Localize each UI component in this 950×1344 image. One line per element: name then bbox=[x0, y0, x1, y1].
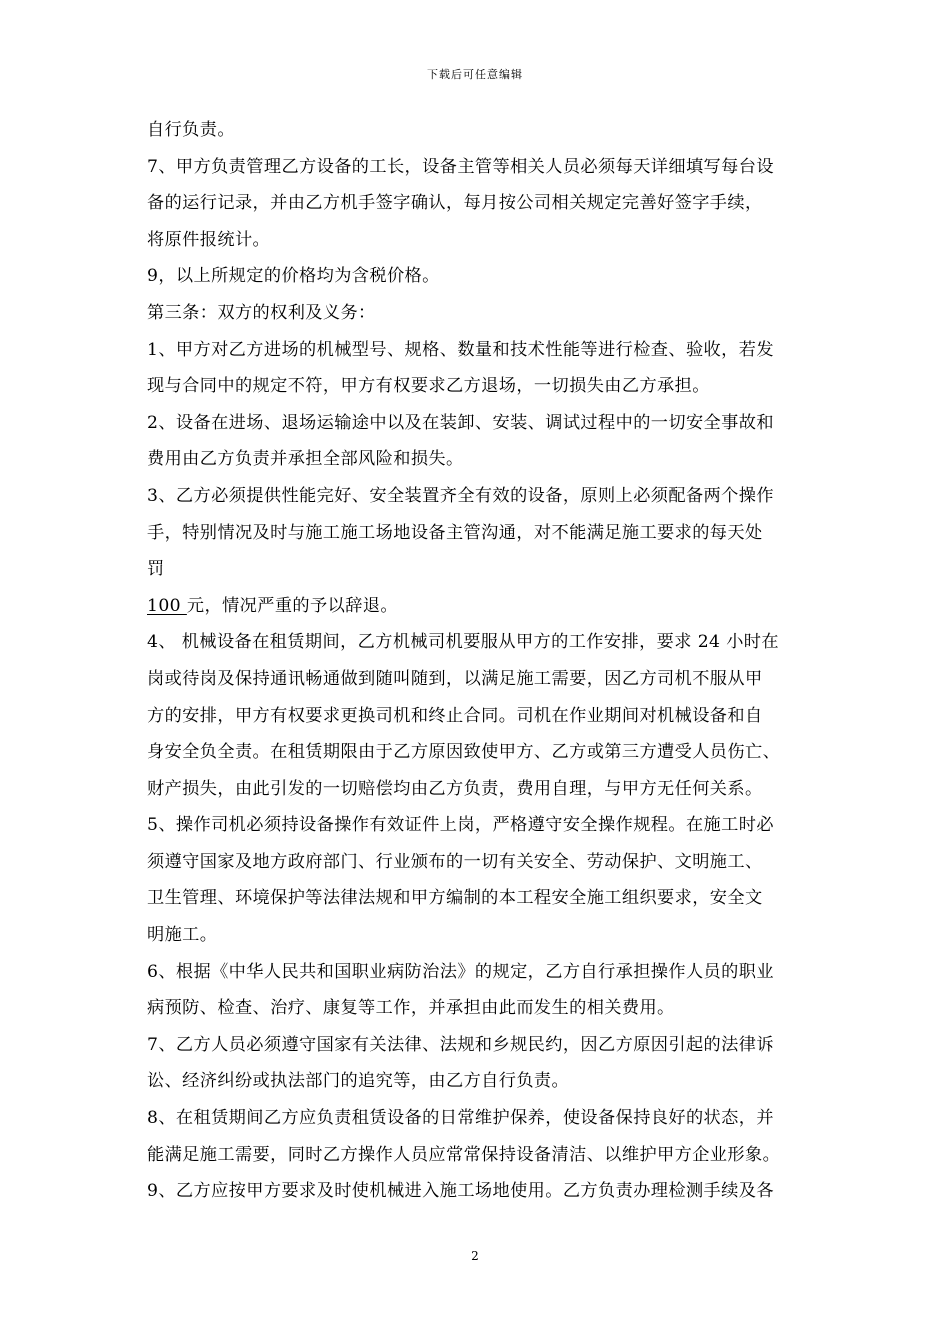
paragraph-line: 将原件报统计。 bbox=[147, 229, 271, 250]
paragraph-line: 明施工。 bbox=[147, 925, 218, 946]
page-number: 2 bbox=[471, 1249, 479, 1263]
paragraph-line: 费用由乙方负责并承担全部风险和损失。 bbox=[147, 449, 464, 470]
paragraph-line: 自行负责。 bbox=[147, 120, 235, 140]
fine-amount-line bbox=[147, 588, 837, 625]
paragraph-line: 6、根据《中华人民共和国职业病防治法》的规定，乙方自行承担操作人员的职业 bbox=[147, 961, 774, 982]
paragraph-line: 1、甲方对乙方进场的机械型号、规格、数量和技术性能等进行检查、验收，若发 bbox=[147, 339, 774, 360]
paragraph-line: 须遵守国家及地方政府部门、行业颁布的一切有关安全、劳动保护、文明施工、 bbox=[147, 851, 763, 872]
fine-amount-rest: 元，情况严重的予以辞退。 bbox=[186, 595, 398, 616]
paragraph-line: 备的运行记录，并由乙方机手签字确认，每月按公司相关规定完善好签字手续， bbox=[147, 193, 763, 214]
section-heading: 第三条：双方的权利及义务： bbox=[147, 302, 376, 323]
paragraph-line: 5、操作司机必须持设备操作有效证件上岗，严格遵守安全操作规程。在施工时必 bbox=[147, 815, 774, 836]
paragraph-line: 9、乙方应按甲方要求及时使机械进入施工场地使用。乙方负责办理检测手续及各 bbox=[147, 1181, 774, 1202]
paragraph-line: 7、甲方负责管理乙方设备的工长，设备主管等相关人员必须每天详细填写每台设 bbox=[147, 156, 774, 177]
fine-amount: 100 bbox=[147, 595, 187, 616]
paragraph-line: 4、 机械设备在租赁期间，乙方机械司机要服从甲方的工作安排，要求 24 小时在 bbox=[147, 632, 779, 653]
paragraph-line: 卫生管理、环境保护等法律法规和甲方编制的本工程安全施工组织要求，安全文 bbox=[147, 888, 763, 909]
page-header: 下载后可任意编辑 bbox=[427, 68, 523, 81]
paragraph-line: 讼、经济纠纷或执法部门的追究等，由乙方自行负责。 bbox=[147, 1071, 570, 1092]
paragraph-line: 7、乙方人员必须遵守国家有关法律、法规和乡规民约，因乙方原因引起的法律诉 bbox=[147, 1034, 774, 1055]
paragraph-line: 2、设备在进场、退场运输途中以及在装卸、安装、调试过程中的一切安全事故和 bbox=[147, 412, 774, 433]
paragraph-line: 能满足施工需要，同时乙方操作人员应常常保持设备清洁、以维护甲方企业形象。 bbox=[147, 1144, 781, 1165]
paragraph-line: 罚 bbox=[147, 559, 165, 580]
document-body bbox=[147, 112, 837, 1210]
paragraph-line: 手，特别情况及时与施工施工场地设备主管沟通，对不能满足施工要求的每天处 bbox=[147, 522, 763, 543]
paragraph-line: 病预防、检查、治疗、康复等工作，并承担由此而发生的相关费用。 bbox=[147, 998, 675, 1019]
paragraph-line: 财产损失，由此引发的一切赔偿均由乙方负责，费用自理，与甲方无任何关系。 bbox=[147, 778, 763, 799]
paragraph-line: 9，以上所规定的价格均为含税价格。 bbox=[147, 266, 440, 287]
paragraph-line: 方的安排，甲方有权要求更换司机和终止合同。司机在作业期间对机械设备和自 bbox=[147, 705, 763, 726]
paragraph-line: 岗或待岗及保持通讯畅通做到随叫随到，以满足施工需要，因乙方司机不服从甲 bbox=[147, 668, 763, 689]
paragraph-line: 现与合同中的规定不符，甲方有权要求乙方退场，一切损失由乙方承担。 bbox=[147, 376, 710, 397]
paragraph-line: 8、在租赁期间乙方应负责租赁设备的日常维护保养，使设备保持良好的状态，并 bbox=[147, 1108, 774, 1129]
paragraph-line: 3、乙方必须提供性能完好、安全装置齐全有效的设备，原则上必须配备两个操作 bbox=[147, 485, 774, 506]
paragraph-line: 身安全负全责。在租赁期限由于乙方原因致使甲方、乙方或第三方遭受人员伤亡、 bbox=[147, 742, 781, 763]
